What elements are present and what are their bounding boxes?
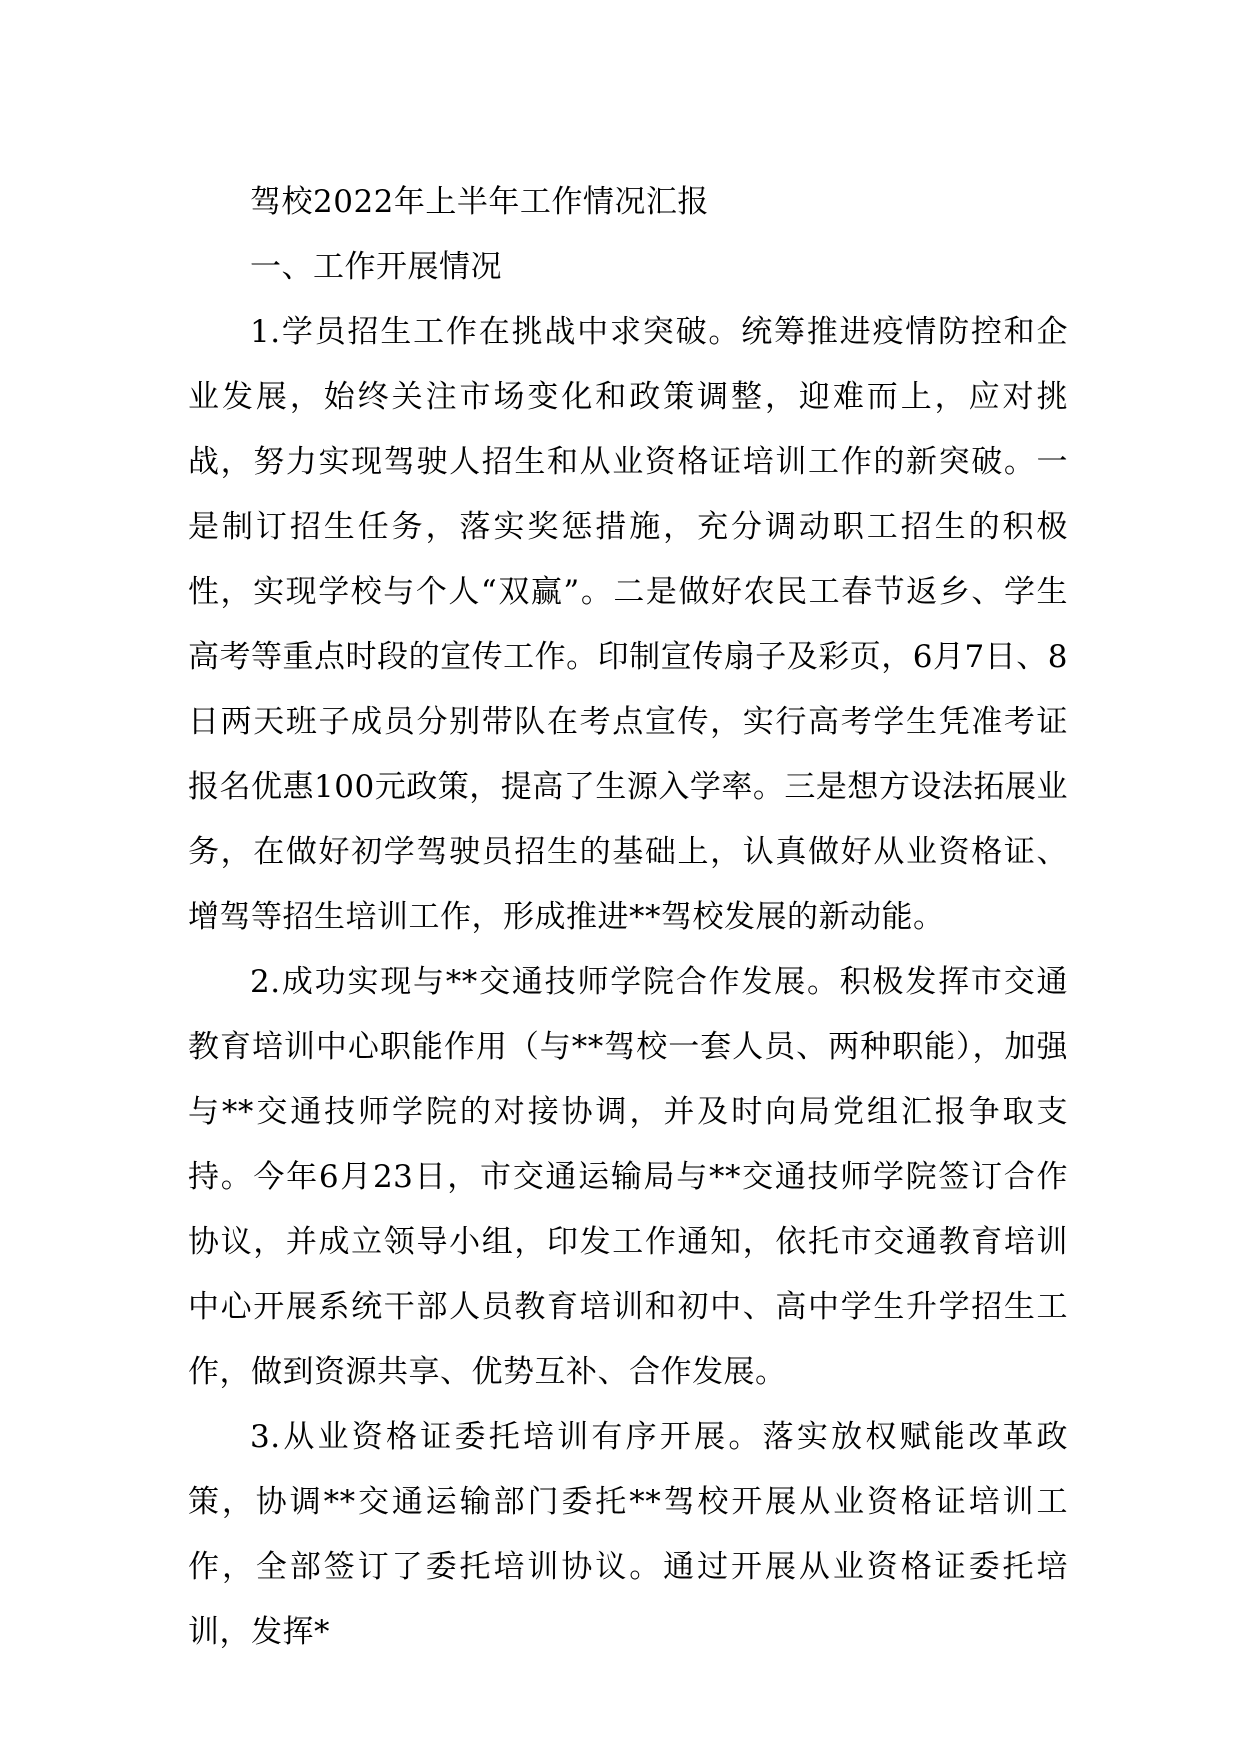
paragraph-3: 3.从业资格证委托培训有序开展。落实放权赋能改革政策，协调**交通运输部门委托**驾校开展从业资格证培训工作，全部签订了委托培训协议。通过开展从业资格证委托培训，发挥*: [188, 1419, 1068, 1650]
paragraph-2: 2.成功实现与**交通技师学院合作发展。积极发挥市交通教育培训中心职能作用（与**驾校一套人员、两种职能），加强与**交通技师学院的对接协调，并及时向局党组汇报争取支持。今年6月23日，市交通运输局与**交通技师学院签订合作协议，并成立领导小组，印发工作通知，依托市交通教育培训中心开展系统干部人员教育培训和初中、高中学生升学招生工作，做到资源共享、优势互补、合作发展。: [188, 964, 1068, 1390]
paragraph-1: 1.学员招生工作在挑战中求突破。统筹推进疫情防控和企业发展，始终关注市场变化和政策调整，迎难而上，应对挑战，努力实现驾驶人招生和从业资格证培训工作的新突破。一是制订招生任务，落实奖惩措施，充分调动职工招生的积极性，实现学校与个人“双赢”。二是做好农民工春节返乡、学生高考等重点时段的宣传工作。印制宣传扇子及彩页，6月7日、8日两天班子成员分别带队在考点宣传，实行高考学生凭准考证报名优惠100元政策，提高了生源入学率。三是想方设法拓展业务，在做好初学驾驶员招生的基础上，认真做好从业资格证、增驾等招生培训工作，形成推进**驾校发展的新动能。: [188, 314, 1068, 935]
document-title: 驾校2022年上半年工作情况汇报: [250, 184, 709, 220]
section-heading: 一、工作开展情况: [250, 249, 502, 285]
document-page: [188, 170, 1068, 1665]
